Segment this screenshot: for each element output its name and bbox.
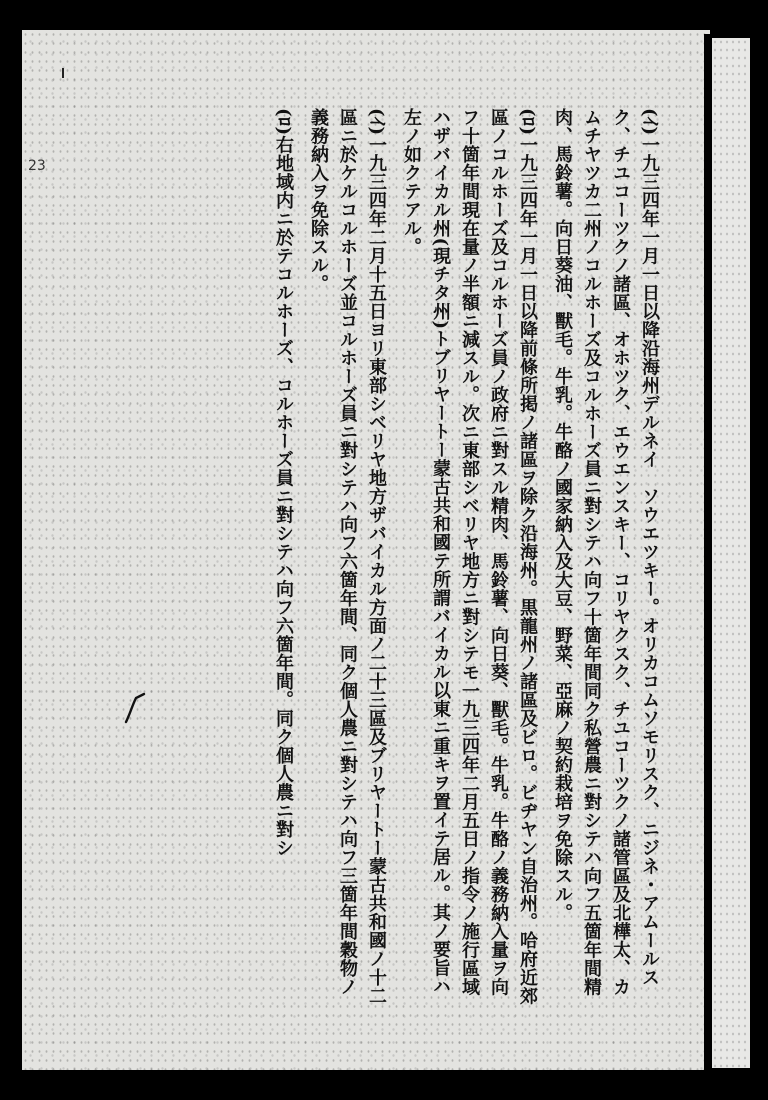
paragraph-text: 右地域内ニ於テコルホーズ、コルホーズ員ニ對シテハ向フ六箇年間。同ク個人農ニ對シ: [273, 135, 294, 858]
paragraph-4: [269, 108, 298, 1008]
adjacent-page-edge: [712, 38, 750, 1068]
paragraph-text: 一九三四年二月十五日ヨリ東部シベリヤ地方ザバイカル方面ノ二十三區及ブリヤートー蒙古共和國ノ十二區ニ於ケルコルホーズ並コルホーズ員ニ對シテハ向フ六箇年間、同ク個人農ニ對シテハ向フ三箇年間穀物ノ義務納入ヲ免除スル。: [308, 108, 387, 1006]
paragraph-marker: (ﾛ): [273, 108, 294, 136]
paragraph-text: 一九三四年一月一日以降前條所掲ノ諸區ヲ除ク沿海州。黒龍州ノ諸區及ビロ。ビヂヤン自治州。哈府近郊區ノコルホーズ及コルホーズ員ノ政府ニ對スル精肉、馬鈴薯、向日葵、獸毛。牛乳。牛酪ノ義務納入量ヲ向フ十箇年間現在量ノ半額ニ減スル。次ニ東部シベリヤ地方ニ對シテモ一九三四年二月五日ノ指令ノ施行區域ハザバイカル州(現チタ州)トブリヤートー蒙古共和國テ所謂バイカル以東ニ重キヲ置イテ居ル。其ノ要旨ハ左ノ如クテアル。: [401, 108, 538, 1006]
paragraph-1: [548, 108, 664, 1008]
page-number: 23: [28, 158, 46, 174]
paragraph-marker: (ﾛ): [517, 108, 538, 136]
document-body: [72, 108, 664, 1008]
paragraph-marker: (ｲ): [366, 108, 387, 136]
binding-edge: [704, 34, 711, 1070]
paragraph-marker: (ｲ): [639, 108, 660, 136]
margin-mark: [62, 68, 64, 78]
paragraph-2: [397, 108, 542, 1008]
paragraph-text: 一九三四年一月一日以降沿海州デルネイ ソウエツキー。オリカコムソモリスク、ニジネ・アムールスク、チユコーツクノ諸區、オホツク、エウエンスキー、コリヤクスク、チユコーツクノ諸管區及北樺太、カムチヤツカ二州ノコルホーズ及コルホーズ員ニ對シテハ向フ十箇年間同ク私營農ニ對シテハ向フ五箇年間精肉、馬鈴薯。向日葵油、獸毛。牛乳。牛酪ノ國家納入及大豆、野菜、亞麻ノ契約栽培ヲ免除スル。: [552, 108, 660, 996]
paragraph-3: [304, 108, 391, 1008]
